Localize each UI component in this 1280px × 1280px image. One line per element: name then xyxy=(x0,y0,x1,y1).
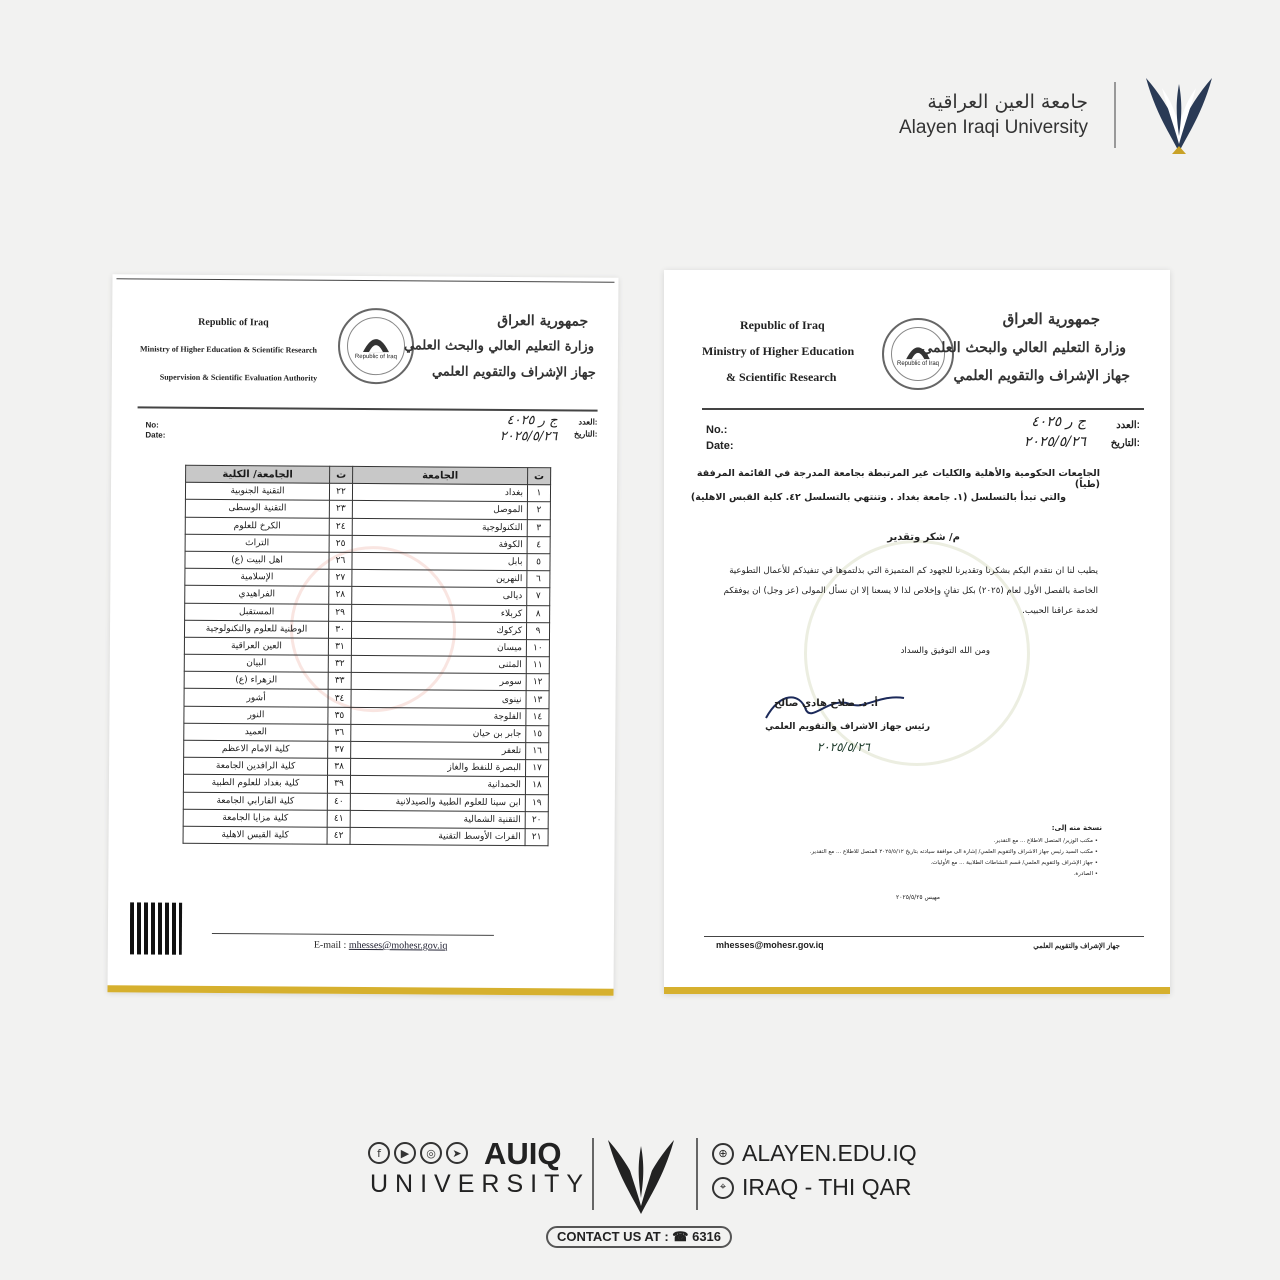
university-name-en: Alayen Iraqi University xyxy=(898,117,1088,138)
row-num2: ٣٦ xyxy=(328,724,351,741)
location-text: IRAQ - THI QAR xyxy=(742,1174,912,1200)
col-header-num1: ت xyxy=(528,468,551,485)
row-num2: ٢٨ xyxy=(329,587,352,604)
row-num2: ٢٧ xyxy=(329,569,352,586)
row-uni2: التقنية الجنوبية xyxy=(185,482,329,500)
location-pin-icon: ⌖ xyxy=(712,1177,734,1199)
no-value: ج ر ٤٠٢٥ xyxy=(1031,414,1086,430)
location xyxy=(712,1174,912,1201)
row-uni2: النور xyxy=(184,706,328,724)
row-num2: ٣١ xyxy=(328,638,351,655)
ar-header-line1: جمهورية العراق xyxy=(1002,310,1100,328)
cc-list xyxy=(738,836,1098,880)
row-num1: ١٨ xyxy=(525,777,548,794)
university-names xyxy=(899,91,1088,139)
date-label-ar: التاريخ: xyxy=(1110,438,1140,449)
row-num1: ١٠ xyxy=(526,640,549,657)
header-rule xyxy=(138,406,598,411)
row-uni1: تلعفر xyxy=(351,741,526,759)
row-uni1: ابن سينا للعلوم الطبية والصيدلانية xyxy=(350,793,525,811)
brand-auiq: AUIQ xyxy=(484,1136,562,1171)
universities-table xyxy=(183,465,552,847)
row-num1: ٣ xyxy=(527,519,550,536)
row-num2: ٣٥ xyxy=(328,707,351,724)
col-header-uni2: الجامعة/ الكلية xyxy=(186,465,330,483)
telegram-icon[interactable]: ➤ xyxy=(446,1142,468,1164)
body-line1: يطيب لنا ان نتقدم اليكم بشكرنا وتقديرنا للجهود كم المتميزة التي بذلتموها في تنفيذكم للأعمال التطوعية xyxy=(729,566,1098,576)
row-num2: ٣٧ xyxy=(328,741,351,758)
no-label: No.: xyxy=(706,424,728,436)
email-link[interactable]: mhesses@mohesr.gov.iq xyxy=(348,939,448,952)
row-uni2: الفراهيدي xyxy=(185,586,329,604)
republic-label: Republic of Iraq xyxy=(740,318,825,332)
university-name-ar: جامعة العين العراقية xyxy=(927,91,1088,113)
row-num1: ٨ xyxy=(527,605,550,622)
row-uni1: الفرات الأوسط التقنية xyxy=(350,827,525,845)
qr-code xyxy=(130,902,182,954)
row-uni1: ميسان xyxy=(351,638,526,656)
row-num2: ٢٥ xyxy=(329,535,352,552)
row-uni1: كركوك xyxy=(351,621,526,639)
row-uni1: التكنولوجية xyxy=(352,518,527,536)
footer-logo-icon xyxy=(598,1136,684,1218)
gold-bar xyxy=(664,987,1170,994)
row-uni2: كلية القبس الاهلية xyxy=(183,826,327,844)
footer-rule xyxy=(212,933,494,936)
table-row xyxy=(183,826,548,846)
date-label: Date: xyxy=(145,430,166,440)
row-uni2: الوطنية للعلوم والتكنولوجية xyxy=(184,620,328,638)
ar-header-line3: جهاز الإشراف والتقويم العلمي xyxy=(431,364,596,381)
sign-date: ٢٠٢٥/٥/٢٦ xyxy=(816,740,870,754)
row-uni1: بابل xyxy=(352,552,527,570)
row-uni1: المثنى xyxy=(351,655,526,673)
row-num2: ٣٩ xyxy=(327,776,350,793)
row-num2: ٣٠ xyxy=(328,621,351,638)
cc-item: • مكتب الوزير/ المتصل الاطلاع ... مع التقدير. xyxy=(993,838,1098,844)
row-uni1: كربلاء xyxy=(352,604,527,622)
row-uni2: التراث xyxy=(185,534,329,552)
ministry-label-line1: Ministry of Higher Education xyxy=(702,344,855,358)
left-email xyxy=(314,940,448,952)
closing-line: ومن الله التوفيق والسداد xyxy=(900,646,990,656)
ar-header-line3: جهاز الإشراف والتقويم العلمي xyxy=(953,368,1130,384)
row-num2: ٣٢ xyxy=(328,655,351,672)
website-text: ALAYEN.EDU.IQ xyxy=(742,1140,917,1166)
row-num1: ١١ xyxy=(526,657,549,674)
row-uni2: الإسلامية xyxy=(185,568,329,586)
seal-text: Republic of Iraq xyxy=(896,360,940,367)
row-uni1: جابر بن حيان xyxy=(351,724,526,742)
row-num1: ٥ xyxy=(527,554,550,571)
row-uni2: كلية الامام الاعظم xyxy=(184,740,328,758)
row-uni1: نينوى xyxy=(351,690,526,708)
row-num1: ١٣ xyxy=(526,691,549,708)
university-logo-icon xyxy=(1142,74,1216,156)
cc-item: • مكتب السيد رئيس جهاز الاشراف والتقويم العلمي/ إشارة الى موافقة سيادته بتاريخ ٢٠٢٥/٥/١٢ المتصل للاطلاع ... مع التقدير. xyxy=(809,849,1098,855)
row-uni1: بغداد xyxy=(352,484,527,502)
body-line3: لخدمة عراقنا الحبيب. xyxy=(1022,606,1098,616)
youtube-icon[interactable]: ▶ xyxy=(394,1142,416,1164)
row-num1: ١٢ xyxy=(526,674,549,691)
no-label-ar: العدد: xyxy=(578,417,598,427)
row-uni1: الموصل xyxy=(352,501,527,519)
ministry-label-line2: & Scientific Research xyxy=(726,370,837,384)
date-label: Date: xyxy=(706,440,734,452)
row-num2: ٣٣ xyxy=(328,673,351,690)
row-uni2: كلية مزايا الجامعة xyxy=(183,809,327,827)
row-uni1: التقنية الشمالية xyxy=(350,810,525,828)
row-num1: ٤ xyxy=(527,536,550,553)
signer-title: رئيس جهاز الاشراف والتقويم العلمي xyxy=(765,722,930,732)
no-value: ج ر ٤٠٢٥ xyxy=(506,412,558,429)
row-num1: ٢ xyxy=(527,502,550,519)
row-num1: ٢١ xyxy=(525,829,548,846)
row-uni1: ديالى xyxy=(352,587,527,605)
subject-line: م/ شكر وتقدير xyxy=(887,532,960,543)
cc-item: • الصادرة. xyxy=(1073,871,1098,877)
footer-authority-ar: جهاز الإشراف والتقويم العلمي xyxy=(1033,943,1120,950)
row-uni2: العين العراقية xyxy=(184,637,328,655)
date-value: ٢٠٢٥/٥/٢٦ xyxy=(1023,434,1086,450)
row-uni1: سومر xyxy=(351,673,526,691)
row-num2: ٢٩ xyxy=(329,604,352,621)
row-num2: ٤١ xyxy=(327,810,350,827)
instagram-icon[interactable]: ◎ xyxy=(420,1142,442,1164)
row-num1: ١٤ xyxy=(526,708,549,725)
cc-item: • جهاز الإشراف والتقويم العلمي/ قسم النشاطات الطلابية ... مع الأوليات. xyxy=(930,860,1098,866)
globe-icon: ⊕ xyxy=(712,1143,734,1165)
col-header-num2: ت xyxy=(330,466,353,483)
brand-university: UNIVERSITY xyxy=(370,1170,591,1198)
row-uni2: الكرخ للعلوم xyxy=(185,517,329,535)
row-num1: ٧ xyxy=(527,588,550,605)
row-uni1: النهرين xyxy=(352,570,527,588)
no-label-ar: العدد: xyxy=(1116,420,1140,431)
row-uni1: البصرة للنفط والغاز xyxy=(351,759,526,777)
social-icons xyxy=(368,1142,468,1164)
page-footer xyxy=(0,1130,1280,1250)
row-uni1: الكوفة xyxy=(352,535,527,553)
row-uni2: المستقبل xyxy=(185,603,329,621)
ar-header-line1: جمهورية العراق xyxy=(497,312,589,330)
body-line2: الخاصة بالفصل الأول لعام (٢٠٢٥) بكل تفانٍ وإخلاص لذا لا يسعنا إلا ان نسأل المولى (عز وجل) ان يوفقكم xyxy=(723,586,1098,596)
row-num2: ٢٢ xyxy=(329,483,352,500)
row-uni2: الزهراء (ع) xyxy=(184,672,328,690)
row-num2: ٤٢ xyxy=(327,827,350,844)
ar-header-line2: وزارة التعليم العالي والبحث العلمي xyxy=(921,340,1126,356)
signer-name: أ. د. صلاح هادي صالح xyxy=(774,698,878,709)
row-num2: ٢٦ xyxy=(329,552,352,569)
seal-text: Republic of Iraq xyxy=(354,353,397,360)
header-divider xyxy=(1114,82,1116,148)
addressee-line1: الجامعات الحكومية والأهلية والكليات غير المرتبطة بجامعة المدرجة في القائمة المرفقة (طياً) xyxy=(696,468,1100,490)
date-value: ٢٠٢٥/٥/٢٦ xyxy=(499,428,558,445)
row-uni2: العميد xyxy=(184,723,328,741)
footer-rule xyxy=(704,936,1144,937)
no-label: No: xyxy=(145,420,159,430)
row-uni2: كلية الرافدين الجامعة xyxy=(184,757,328,775)
row-num1: ٢٠ xyxy=(525,811,548,828)
row-uni2: البيان xyxy=(184,654,328,672)
header-rule xyxy=(702,408,1144,410)
top-rule xyxy=(116,278,614,282)
website[interactable] xyxy=(712,1140,917,1167)
row-num1: ١٦ xyxy=(526,743,549,760)
row-num2: ٣٤ xyxy=(328,690,351,707)
row-num2: ٤٠ xyxy=(327,793,350,810)
footer-divider-right xyxy=(696,1138,698,1210)
col-header-uni1: الجامعة xyxy=(353,466,528,484)
authority-label: Supervision & Scientific Evaluation Authority xyxy=(159,372,318,383)
row-uni1: الفلوجة xyxy=(351,707,526,725)
ar-header-line2: وزارة التعليم العالي والبحث العلمي xyxy=(403,338,595,355)
row-uni1: الحمدانية xyxy=(350,776,525,794)
footer-divider-left xyxy=(592,1138,594,1210)
contact-badge[interactable]: CONTACT US AT : ☎ 6316 xyxy=(546,1226,732,1248)
row-num1: ١٥ xyxy=(526,725,549,742)
row-uni2: اهل البيت (ع) xyxy=(185,551,329,569)
left-document xyxy=(107,274,618,996)
cc-title: نسخة منه إلى: xyxy=(1051,824,1102,832)
republic-label: Republic of Iraq xyxy=(198,316,269,329)
row-uni2: التقنية الوسطى xyxy=(185,500,329,518)
row-num2: ٢٤ xyxy=(329,518,352,535)
ministry-label: Ministry of Higher Education & Scientific Research xyxy=(139,344,318,355)
row-uni2: كلية بغداد للعلوم الطبية xyxy=(183,775,327,793)
seal-emblem-icon xyxy=(361,331,391,353)
date-label-ar: التاريخ: xyxy=(573,429,598,439)
cc-footer: مهيس ٢٠٢٥/٥/٢٥ xyxy=(896,894,940,901)
university-header xyxy=(899,74,1216,156)
right-document xyxy=(664,270,1170,994)
row-num1: ١٩ xyxy=(525,794,548,811)
row-num1: ١ xyxy=(527,485,550,502)
gold-bar xyxy=(107,985,613,996)
row-uni2: أشور xyxy=(184,689,328,707)
facebook-icon[interactable]: f xyxy=(368,1142,390,1164)
footer-email[interactable]: mhesses@mohesr.gov.iq xyxy=(716,940,824,950)
row-uni2: كلية الفارابي الجامعة xyxy=(183,792,327,810)
addressee-line2: والتي تبدأ بالتسلسل (١. جامعة بغداد . وتنتهي بالتسلسل ٤٢. كلية القبس الاهلية) xyxy=(690,492,1066,503)
ministry-seal xyxy=(338,308,415,385)
row-num2: ٢٣ xyxy=(329,501,352,518)
email-label: E-mail : xyxy=(313,939,347,951)
row-num1: ٦ xyxy=(527,571,550,588)
row-num1: ١٧ xyxy=(526,760,549,777)
row-num1: ٩ xyxy=(526,622,549,639)
row-num2: ٣٨ xyxy=(328,758,351,775)
